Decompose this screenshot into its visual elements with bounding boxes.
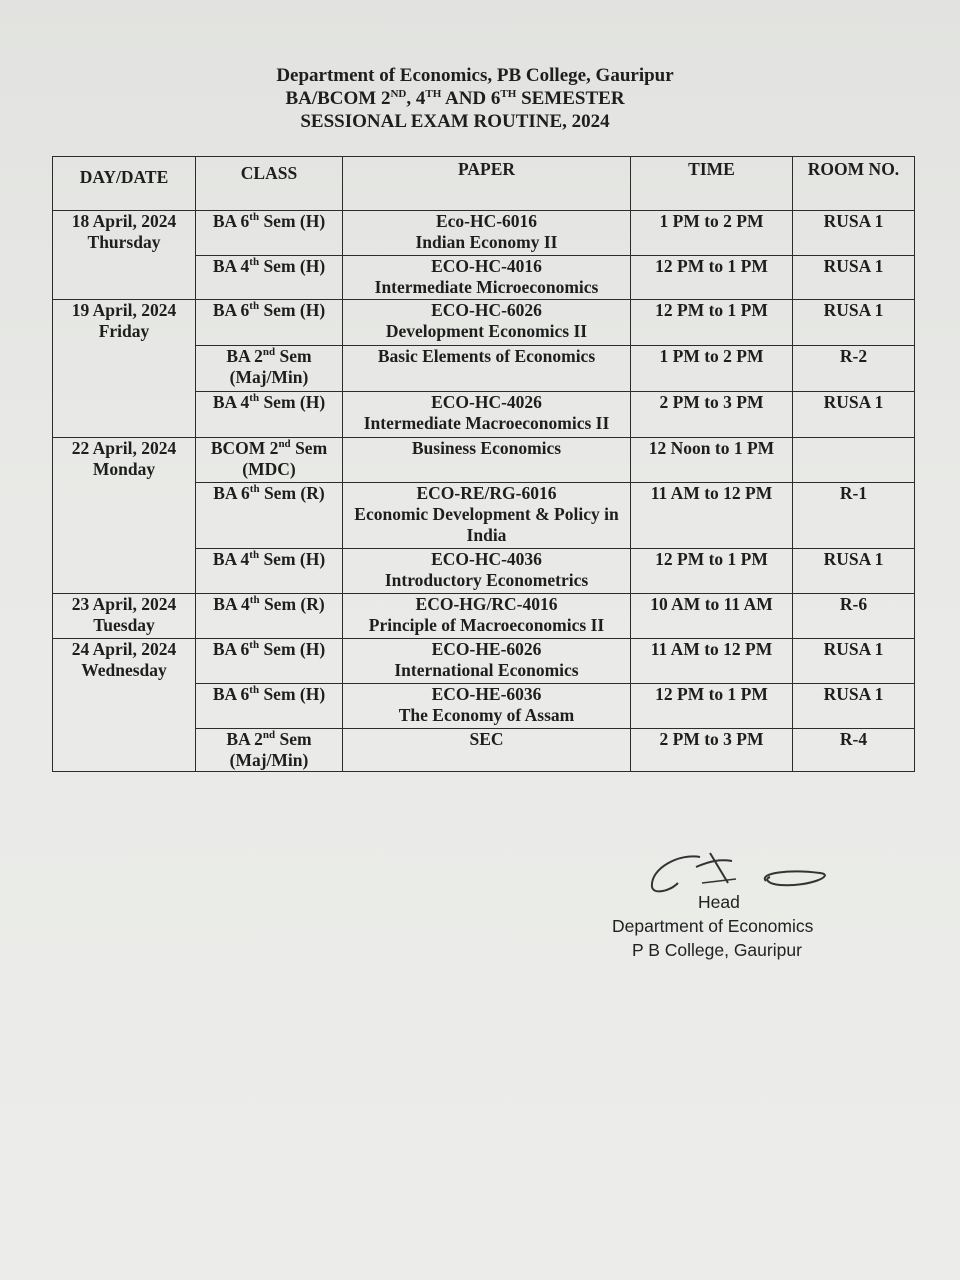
paper-title: Business Economics bbox=[411, 438, 562, 458]
column-header-time: TIME bbox=[631, 157, 793, 211]
class-name: BA 6th Sem (H) bbox=[212, 211, 326, 231]
class-cell bbox=[196, 300, 343, 346]
paper-code: Eco-HC-6016 bbox=[435, 211, 538, 231]
exam-day: Monday bbox=[92, 459, 156, 479]
table-body bbox=[53, 211, 915, 772]
paper-code: ECO-HC-4036 bbox=[431, 549, 542, 569]
class-name: BA 4th Sem (R) bbox=[213, 594, 325, 614]
time-cell: 12 PM to 1 PM bbox=[631, 256, 793, 300]
time-cell: 2 PM to 3 PM bbox=[631, 729, 793, 772]
time-cell: 12 PM to 1 PM bbox=[631, 549, 793, 594]
room-cell: RUSA 1 bbox=[793, 256, 915, 300]
paper-title: Indian Economy II bbox=[415, 232, 558, 252]
exam-day: Friday bbox=[98, 321, 150, 341]
room-cell: RUSA 1 bbox=[793, 211, 915, 256]
time-cell: 10 AM to 11 AM bbox=[631, 594, 793, 639]
day-date-cell bbox=[53, 639, 196, 772]
exam-date: 24 April, 2024 bbox=[71, 639, 177, 659]
paper-cell bbox=[343, 594, 631, 639]
paper-cell bbox=[343, 211, 631, 256]
table-row bbox=[53, 594, 915, 639]
time-cell: 1 PM to 2 PM bbox=[631, 211, 793, 256]
time-cell: 12 PM to 1 PM bbox=[631, 684, 793, 729]
class-name: BA 6th Sem (H) bbox=[212, 300, 326, 320]
column-header-class: CLASS bbox=[196, 157, 343, 211]
paper-title: Economic Development & Policy in India bbox=[354, 504, 619, 545]
signatory-college: P B College, Gauripur bbox=[632, 940, 802, 960]
time-cell: 1 PM to 2 PM bbox=[631, 346, 793, 392]
paper-cell bbox=[343, 549, 631, 594]
room-cell: R-4 bbox=[793, 729, 915, 772]
room-cell: RUSA 1 bbox=[793, 392, 915, 438]
class-cell bbox=[196, 438, 343, 483]
signatory-department: Department of Economics bbox=[612, 916, 814, 936]
class-name: BA 2nd Sem bbox=[226, 729, 312, 749]
room-cell: R-1 bbox=[793, 483, 915, 549]
class-cell bbox=[196, 549, 343, 594]
column-header-paper: PAPER bbox=[343, 157, 631, 211]
paper-code: ECO-HE-6026 bbox=[431, 639, 542, 659]
routine-title: SESSIONAL EXAM ROUTINE, 2024 bbox=[300, 111, 610, 132]
table-row bbox=[53, 211, 915, 256]
column-header-room: ROOM NO. bbox=[793, 157, 915, 211]
time-cell: 12 PM to 1 PM bbox=[631, 300, 793, 346]
exam-routine-table bbox=[52, 156, 915, 772]
table-row bbox=[53, 639, 915, 684]
time-cell: 2 PM to 3 PM bbox=[631, 392, 793, 438]
exam-day: Thursday bbox=[87, 232, 161, 252]
time-cell: 11 AM to 12 PM bbox=[631, 639, 793, 684]
paper-code: ECO-RE/RG-6016 bbox=[416, 483, 557, 503]
document-header bbox=[0, 64, 960, 133]
day-date-cell bbox=[53, 594, 196, 639]
department-title: Department of Economics, PB College, Gauripur bbox=[276, 65, 674, 86]
room-cell: RUSA 1 bbox=[793, 549, 915, 594]
room-cell: R-2 bbox=[793, 346, 915, 392]
paper-code: ECO-HC-4026 bbox=[431, 392, 542, 412]
class-cell bbox=[196, 256, 343, 300]
class-cell bbox=[196, 211, 343, 256]
class-cell bbox=[196, 684, 343, 729]
paper-title: Development Economics II bbox=[385, 321, 588, 341]
paper-title: Intermediate Microeconomics bbox=[374, 277, 599, 297]
signature-block bbox=[612, 890, 813, 962]
paper-title: Principle of Macroeconomics II bbox=[368, 615, 605, 635]
paper-code: ECO-HE-6036 bbox=[431, 684, 542, 704]
class-cell bbox=[196, 392, 343, 438]
class-name: BA 4th Sem (H) bbox=[212, 392, 326, 412]
class-name: BCOM 2nd Sem bbox=[210, 438, 328, 458]
day-date-cell bbox=[53, 300, 196, 438]
paper-cell bbox=[343, 300, 631, 346]
class-name: BA 6th Sem (H) bbox=[212, 639, 326, 659]
paper-cell bbox=[343, 483, 631, 549]
exam-date: 22 April, 2024 bbox=[71, 438, 177, 458]
exam-day: Wednesday bbox=[81, 660, 167, 680]
class-name: BA 2nd Sem bbox=[226, 346, 312, 366]
paper-cell bbox=[343, 684, 631, 729]
class-name: BA 4th Sem (H) bbox=[212, 256, 326, 276]
class-cell bbox=[196, 594, 343, 639]
room-cell: RUSA 1 bbox=[793, 300, 915, 346]
paper-cell bbox=[343, 438, 631, 483]
class-subtype: (Maj/Min) bbox=[229, 367, 309, 387]
class-subtype: (MDC) bbox=[242, 459, 296, 479]
room-cell bbox=[793, 438, 915, 483]
paper-title: Introductory Econometrics bbox=[384, 570, 589, 590]
signatory-title: Head bbox=[698, 892, 740, 912]
paper-title: International Economics bbox=[394, 660, 579, 680]
room-cell: RUSA 1 bbox=[793, 639, 915, 684]
class-cell bbox=[196, 483, 343, 549]
paper-cell bbox=[343, 639, 631, 684]
class-name: BA 6th Sem (H) bbox=[212, 684, 326, 704]
paper-code: ECO-HC-6026 bbox=[431, 300, 542, 320]
paper-cell bbox=[343, 346, 631, 392]
table-header bbox=[53, 157, 915, 211]
class-cell bbox=[196, 346, 343, 392]
paper-cell bbox=[343, 256, 631, 300]
paper-title: Intermediate Macroeconomics II bbox=[363, 413, 610, 433]
time-cell: 11 AM to 12 PM bbox=[631, 483, 793, 549]
time-cell: 12 Noon to 1 PM bbox=[631, 438, 793, 483]
exam-date: 18 April, 2024 bbox=[71, 211, 177, 231]
room-cell: RUSA 1 bbox=[793, 684, 915, 729]
semester-line: BA/BCOM 2ND, 4TH AND 6TH SEMESTER bbox=[285, 88, 625, 109]
exam-day: Tuesday bbox=[93, 615, 155, 635]
paper-cell bbox=[343, 392, 631, 438]
class-cell bbox=[196, 639, 343, 684]
exam-date: 23 April, 2024 bbox=[71, 594, 177, 614]
room-cell: R-6 bbox=[793, 594, 915, 639]
day-date-cell bbox=[53, 438, 196, 594]
column-header-daydate: DAY/DATE bbox=[53, 157, 196, 211]
paper-code: ECO-HC-4016 bbox=[431, 256, 542, 276]
paper-title: SEC bbox=[469, 729, 504, 749]
exam-date: 19 April, 2024 bbox=[71, 300, 177, 320]
class-subtype: (Maj/Min) bbox=[229, 750, 309, 770]
day-date-cell bbox=[53, 211, 196, 300]
table-row bbox=[53, 438, 915, 483]
paper-cell bbox=[343, 729, 631, 772]
class-name: BA 6th Sem (R) bbox=[213, 483, 325, 503]
paper-title: Basic Elements of Economics bbox=[377, 346, 596, 366]
paper-title: The Economy of Assam bbox=[398, 705, 575, 725]
table-row bbox=[53, 300, 915, 346]
paper-code: ECO-HG/RC-4016 bbox=[415, 594, 558, 614]
class-name: BA 4th Sem (H) bbox=[212, 549, 326, 569]
class-cell bbox=[196, 729, 343, 772]
